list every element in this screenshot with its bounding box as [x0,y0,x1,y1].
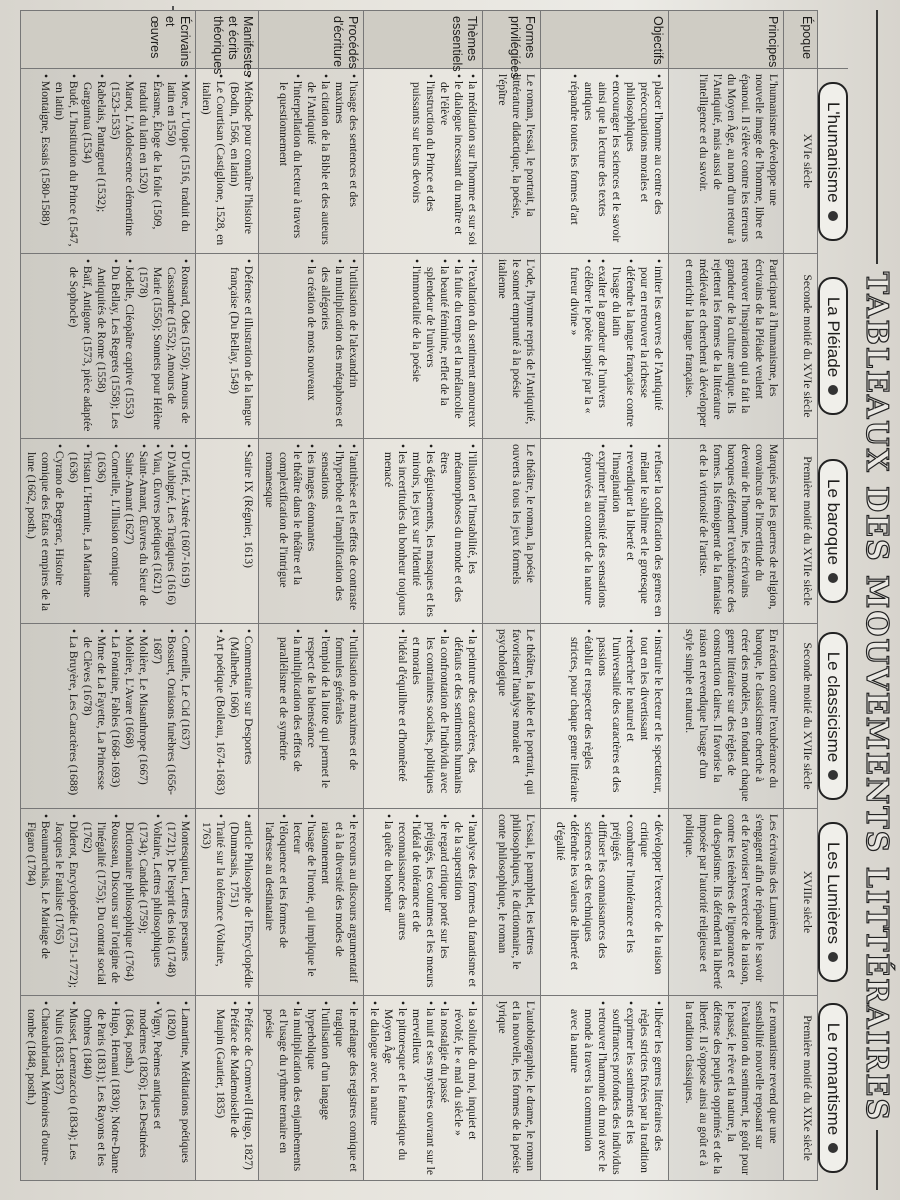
principes-cell [669,809,784,996]
movement-header [818,996,849,1181]
list-item: • la multiplication des enjambements et l'usage du rythme ternaire en poésie [262,1001,304,1175]
page-heading [854,10,900,1190]
list-item: • l'usage de l'ironie, qui implique le lecteur [290,814,318,990]
principes-cell [669,439,784,624]
list-item: • Molière, Le Misanthrope (1667) [136,629,150,803]
page-title: TABLEAUX DES MOUVEMENTS LITTÉRAIRES [859,271,895,1122]
objectifs-cell [541,254,669,439]
movement-header-row [818,11,849,1181]
list-item: • encourager les sciences et le savoir ainsi que la lecture des textes antiques [581,74,623,248]
objectifs-cell [541,996,669,1181]
ecrivains-list [38,74,192,248]
list-item: • l'idéal d'équilibre et d'honnêteté [395,629,409,803]
objectifs-list [567,629,665,803]
themes-list [381,444,479,618]
list-item: • l'immortalité de la poésie [409,259,423,433]
principes-text: En réaction contre l'exubérance du baroque, le classicisme cherche à créer des modèles, en fondant chaque genre littéraire sur des règles de construction claires. Il favorise la raison et revendique l'usage d'un style simple et naturel. [682,629,779,802]
list-item: • Voltaire, Lettres philosophiques (1734); Candide (1759); Dictionnaire philosophique (1764) [122,814,164,990]
list-item: • Ronsard, Odes (1550); Amours de Cassandre (1552); Amours de Marie (1556); Sonnets pour Hélène (1578) [136,259,192,433]
list-item: • Musset, Lorenzaccio (1834); Les Nuits (1835-1837) [52,1001,80,1175]
list-item: • Diderot, Encyclopédie (1751-1772); Jacques le Fataliste (1765) [52,814,80,990]
list-item: • la beauté féminine, reflet de la splendeur de l'univers [423,259,451,433]
ecrivains-list [66,629,192,803]
formes-cell [483,809,541,996]
writers-row [20,11,195,1181]
list-item: • Corneille, L'Illusion comique (1636) [94,444,122,618]
principes-text: Marqués par les guerres de religion, convaincus de l'incertitude du devenir de l'homme, les écrivains baroques défendent l'exubérance des formes. Ils témoignent de la fantaisie et de la virtuosité de l'artiste. [696,444,779,615]
epoque-cell [784,809,818,996]
techniques-row [258,11,363,1181]
epoch-row [784,11,818,1181]
list-item: • Méthode pour connaître l'histoire (Bodin, 1566, en latin) [227,74,255,248]
ecrivains-cell [20,254,195,439]
list-item: • Saint-Amant, Œuvres du Sieur de Saint-Amant (1627) [122,444,150,618]
list-item: • Du Bellay, Les Regrets (1558); Les Antiquités de Rome (1558) [94,259,122,433]
list-item: • Montesquieu, Lettres persanes (1721); De l'esprit des lois (1748) [164,814,192,990]
themes-list [381,814,479,990]
list-item: • Bossuet, Oraisons funèbres (1656-1687) [150,629,178,803]
objectifs-list [581,444,665,618]
list-item: • défendre la langue française contre l'usage du latin [609,259,637,433]
list-item: • exprimer les sentiments et les souffrances profondes des individus [609,1001,637,1175]
list-item: • Viau, Œuvres poétiques (1621) [150,444,164,618]
list-item: • Satire IX (Régnier, 1613) [241,444,255,618]
list-item: • développer l'exercice de la raison critique [637,814,665,990]
objectifs-cell [541,439,669,624]
ecrivains-cell [20,439,195,624]
movement-name-pill [818,632,848,801]
list-item: • le théâtre dans le théâtre et la complexification de l'intrigue romanesque [262,444,304,618]
epoque-text: Première moitié du XVIIe siècle [801,456,813,606]
list-item: • le regard critique porté sur les préjugés, les coutumes et les mœurs [423,814,451,990]
epoque-cell [784,254,818,439]
list-item: • la confrontation de l'individu avec les contraintes sociales, politiques et morales [409,629,451,803]
list-item: • les incertitudes du bonheur toujours menacé [381,444,409,618]
procedes-list [304,259,360,433]
principes-cell [669,254,784,439]
formes-text: Le roman, l'essai, le portrait, la littérature didactique, la poésie, l'épître [495,74,536,219]
epoque-text: Seconde moitié du XVIe siècle [801,274,813,418]
movement-name: Le classicisme [824,651,843,763]
manifestes-cell [195,809,258,996]
list-item: • imiter les œuvres de l'Antiquité pour en retrouver la richesse [637,259,665,433]
list-item: • le dialogue avec la nature [367,1001,381,1175]
ecrivains-cell [20,996,195,1181]
movement-name-pill [818,459,848,603]
list-item: • Beaumarchais, Le Mariage de Figaro (1784) [24,814,52,990]
list-item: • l'utilisation d'un langage hyperbolique [304,1001,332,1175]
principles-row [669,11,784,1181]
list-item: • la multiplication des effets de parallélisme et de symétrie [276,629,304,803]
movement-header [818,624,849,809]
list-item: • Vigny, Poèmes antiques et modernes (1826); Les Destinées (1864, posth.) [122,1001,164,1175]
list-item: • Hugo, Hernani (1830); Notre-Dame de Paris (1831); Les Rayons et les Ombres (1840) [80,1001,122,1175]
list-item: • rechercher le naturel et l'universalité des caractères et des passions [595,629,637,803]
heading-rule-right [876,1130,878,1190]
movement-header [818,254,849,439]
movement-header [818,69,849,254]
manifestes-cell [195,254,258,439]
movement-header [818,439,849,624]
list-item: • Chateaubriand, Mémoires d'outre-tombe (1848, posth.) [24,1001,52,1175]
list-item: • Commentaire sur Desportes (Malherbe, 1606) [227,629,255,803]
manifestes-cell [195,624,258,809]
rotated-sheet [24,10,900,1190]
list-item: • Érasme, Éloge de la folie (1509, traduit du latin en 1520) [136,74,164,248]
epoque-text: XVIe siècle [801,133,813,189]
epoque-cell [784,996,818,1181]
themes-cell [363,809,482,996]
themes-list [409,259,479,433]
movement-name: Les Lumières [824,841,843,945]
procedes-list [262,814,360,990]
list-item: • l'hyperbole et l'amplification des sensations [318,444,346,618]
list-item: • répandre toutes les formes d'art [567,74,581,248]
themes-row [363,11,482,1181]
objectifs-list [567,74,665,248]
manifestes-list [241,444,255,618]
movement-name-pill [818,277,848,415]
movement-name-pill [818,1003,848,1173]
list-item: • exprimer l'intensité des sensations éprouvées au contact de la nature [581,444,609,618]
heading-rule-left [876,10,878,264]
epoque-text: XVIIIe siècle [801,870,813,934]
list-item: • refuser la codification des genres en mêlant le sublime et le grotesque [637,444,665,618]
list-item: • Préface de Mademoiselle de Maupin (Gautier, 1835) [213,1001,241,1175]
row-label-objectifs: Objectifs [541,11,669,69]
list-item: • Cyrano de Bergerac, Histoire comique des États et empires de la lune (1662, posth.) [24,444,66,618]
list-item: • Le Courtisan (Castiglione, 1528, en italien) [199,74,227,248]
list-item: • Montaigne, Essais (1580-1588) [38,74,52,248]
objectifs-list [567,259,665,433]
list-item: • la fuite du temps et la mélancolie [451,259,465,433]
list-item: • l'antithèse et les effets de contraste [346,444,360,618]
list-item: • les images étonnantes [304,444,318,618]
list-item: • la nostalgie du passé [437,1001,451,1175]
formes-text: L'ode, l'hymne repris de l'Antiquité, le sonnet emprunté à la poésie italienne [495,259,536,425]
themes-cell [363,624,482,809]
formes-cell [483,624,541,809]
formes-text: Le théâtre, la fable et le portrait, qui favorisent l'analyse morale et psychologique [495,629,536,795]
movement-name: Le baroque [824,478,843,566]
procedes-list [276,629,360,803]
procedes-list [276,74,360,248]
list-item: • le pittoresque et le fantastique du Moyen Âge [381,1001,409,1175]
list-item: • l'emploi de la litote qui permet le respect de la bienséance [304,629,332,803]
manifestes-list [213,1001,255,1175]
formes-text: L'autobiographie, le drame, le roman et la nouvelle, les formes de la poésie lyrique [495,1001,536,1174]
list-item: • Marot, L'Adolescence clémentine (1523-1535) [108,74,136,248]
themes-cell [363,439,482,624]
list-item: • D'Aubigné, Les Tragiques (1616) [164,444,178,618]
principes-cell [669,69,784,254]
list-item: • établir et respecter des règles strictes, pour chaque genre littéraire [567,629,595,803]
ecrivains-list [66,259,192,433]
bullet-dot-icon [828,385,838,395]
ecrivains-cell [20,809,195,996]
list-item: • La Bruyère, Les Caractères (1688) [66,629,80,803]
themes-cell [363,69,482,254]
list-item: • les déguisements, les masques et les miroirs, les jeux sur l'identité [409,444,437,618]
movement-header [818,809,849,996]
principes-text: Les écrivains des Lumières s'engagent afin de répandre le savoir et de favoriser l'exercice de la raison, contre les ténèbres de l'ignorance et du despotisme. Ils défendent la liberté imposée par l'autorité religieuse et politique. [682,814,779,990]
manifestes-cell [195,439,258,624]
list-item: • revendiquer la liberté et l'imagination [609,444,637,618]
manifestes-list [199,74,255,248]
list-item: • célébrer le poète inspiré par la « fureur divine » [567,259,595,433]
epoque-cell [784,439,818,624]
list-item: • le mélange des registres comique et tragique [332,1001,360,1175]
row-label-procedes: Procédés d'écriture [258,11,363,69]
procedes-cell [258,254,363,439]
procedes-cell [258,809,363,996]
epoque-cell [784,69,818,254]
list-item: • l'usage des sentences et des maximes [332,74,360,248]
list-item: • Traité sur la tolérance (Voltaire, 1763) [199,814,227,990]
movements-table [20,10,848,1181]
list-item: • Budé, L'Institution du Prince (1547, en latin) [52,74,80,248]
objectifs-cell [541,624,669,809]
corner-cell [818,11,849,69]
list-item: • l'idéal de tolérance et de reconnaissance des autres [395,814,423,990]
bullet-dot-icon [828,952,838,962]
movement-name-pill [818,82,848,241]
movement-name: Le romantisme [824,1022,843,1136]
list-item: • l'éloquence et les formes de l'adresse au destinataire [262,814,290,990]
principes-text: Participant à l'humanisme, les écrivains de la Pléiade veulent retrouver l'inspiration qui a fait la grandeur de la culture antique. Ils rejettent les formes de la littérature médiévale et cherchent à développer et enrichir la langue française. [682,259,779,427]
themes-list [409,74,479,248]
themes-cell [363,996,482,1181]
objectifs-list [567,1001,665,1175]
list-item: • Rabelais, Pantagruel (1532); Gargantua (1534) [80,74,108,248]
list-item: • l'analyse des formes du fanatisme et de la superstition [451,814,479,990]
formes-cell [483,254,541,439]
bullet-dot-icon [828,573,838,583]
list-item: • l'utilisation de l'alexandrin [346,259,360,433]
row-label-principes: Principes [669,11,784,69]
list-item: • Défense et illustration de la langue française (Du Bellay, 1549) [227,259,255,433]
epoque-cell [784,624,818,809]
movement-name-pill [818,822,848,982]
list-item: • la citation de la Bible et des auteurs de l'Antiquité [304,74,332,248]
list-item: • la méditation sur l'homme et sur soi [465,74,479,248]
themes-list [395,629,479,803]
list-item: • l'interpellation du lecteur à travers le questionnement [276,74,304,248]
list-item: • Mme de La Fayette, La Princesse de Clèves (1678) [80,629,108,803]
list-item: • la création de mots nouveaux [304,259,318,433]
objectifs-cell [541,809,669,996]
row-label-themes: Thèmes essentiels [363,11,482,69]
principes-text: L'humanisme développe une nouvelle image de l'homme, libre et épanoui. Il s'élève contre les terreurs du Moyen Âge, au nom d'un retour à l'Antiquité, mais aussi de l'intelligence et du savoir. [696,74,779,244]
list-item: • Baïf, Antigone (1573, pièce adaptée de Sophocle) [66,259,94,433]
list-item: • Art poétique (Boileau, 1674-1683) [213,629,227,803]
ecrivains-cell [20,624,195,809]
list-item: • La Fontaine, Fables (1668-1693) [108,629,122,803]
themes-list [367,1001,479,1175]
list-item: • placer l'homme au centre des préoccupations morales et philosophiques [623,74,665,248]
list-item: • la multiplication des métaphores et des allégories [318,259,346,433]
objectives-row [541,11,669,1181]
bullet-dot-icon [828,211,838,221]
list-item: • défendre les valeurs de liberté et d'égalité [553,814,581,990]
list-item: • Rousseau, Discours sur l'origine de l'inégalité (1755); Du contrat social (1762) [80,814,122,990]
ecrivains-list [24,814,192,990]
manifestes-list [227,259,255,433]
row-label-manifestes: Manifestes et écrits théoriques [195,11,258,69]
row-label-ecrivains: Écrivains et œuvres [20,11,195,69]
epoque-text: Seconde moitié du XVIIe siècle [801,642,813,790]
procedes-cell [258,996,363,1181]
procedes-cell [258,624,363,809]
list-item: • D'Urfé, L'Astrée (1607-1619) [178,444,192,618]
procedes-list [262,444,360,618]
procedes-cell [258,439,363,624]
formes-cell [483,996,541,1181]
principes-cell [669,996,784,1181]
objectifs-cell [541,69,669,254]
list-item: • l'utilisation de maximes et de formules générales [332,629,360,803]
ecrivains-cell [20,69,195,254]
themes-cell [363,254,482,439]
list-item: • More, L'Utopie (1516, traduit du latin en 1550) [164,74,192,248]
row-label-epoque: Époque [784,11,818,69]
list-item: • Préface de Cromwell (Hugo, 1827) [241,1001,255,1175]
row-label-formes: Formes privilégiées [483,11,541,69]
list-item: • la solitude du moi, inquiet et révolté, le « mal du siècle » [451,1001,479,1175]
list-item: • instruire le lecteur et le spectateur, tout en les divertissant [637,629,665,803]
movement-name: L'humanisme [824,101,843,203]
manifestes-list [213,629,255,803]
bullet-dot-icon [828,1143,838,1153]
bullet-dot-icon [828,770,838,780]
list-item: • Lamartine, Méditations poétiques (1820) [164,1001,192,1175]
list-item: • l'instruction du Prince et des puissants sur leurs devoirs [409,74,437,248]
formes-cell [483,69,541,254]
formes-cell [483,439,541,624]
objectifs-list [553,814,665,990]
list-item: • Tristan L'Hermite, La Marianne (1636) [66,444,94,618]
list-item: • la nuit et ses mystères ouvrant sur le merveilleux [409,1001,437,1175]
list-item: • retrouver l'harmonie du moi avec le monde à travers la communion avec la nature [567,1001,609,1175]
list-item: • la quête du bonheur [381,814,395,990]
manifestes-list [199,814,255,990]
formes-text: L'essai, le pamphlet, les lettres philosophiques, le dictionnaire, le conte philosophique, le roman [495,814,536,970]
list-item: • combattre l'intolérance et les préjugés [609,814,637,990]
list-item: • l'illusion et l'instabilité, les métamorphoses du monde et des êtres [437,444,479,618]
list-item: • Jodelle, Cléopâtre captive (1553) [122,259,136,433]
list-item: • exalter la grandeur de l'univers [595,259,609,433]
list-item: • Molière, L'Avare (1668) [122,629,136,803]
list-item: • la peinture des caractères, des défauts et des sentiments humains [451,629,479,803]
manifestos-row [195,11,258,1181]
list-item: • article Philosophe de l'Encyclopédie (Dumarsais, 1751) [227,814,255,990]
list-item: • le recours au discours argumentatif et à la diversité des modes de raisonnement [318,814,360,990]
epoque-text: Première moitié du XIXe siècle [801,1015,813,1161]
principes-cell [669,624,784,809]
ecrivains-list [24,444,192,618]
list-item: • le dialogue incessant du maître et de l'élève [437,74,465,248]
procedes-cell [258,69,363,254]
manifestes-cell [195,996,258,1181]
manifestes-cell [195,69,258,254]
ecrivains-list [24,1001,192,1175]
formes-text: Le théâtre, le roman, la poésie ouverts à tous les jeux formels [509,444,536,585]
list-item: • libérer les genres littéraires des règles strictes fixées par la tradition [637,1001,665,1175]
list-item: • Corneille, Le Cid (1637) [178,629,192,803]
principes-text: Le romantisme revend que une sensibilité nouvelle reposant sur l'exaltation du sentiment, le goût pour le passé, le rêve et la nature, la défense des peuples opprimés et de la liberté. Il s'oppose ainsi au goût et à la tradition classiques. [682,1001,779,1175]
list-item: • diffuser les connaissances des sciences et des techniques [581,814,609,990]
procedes-list [262,1001,360,1175]
list-item: • l'exaltation du sentiment amoureux [465,259,479,433]
movement-name: La Pléiade [824,296,843,378]
forms-row [483,11,541,1181]
